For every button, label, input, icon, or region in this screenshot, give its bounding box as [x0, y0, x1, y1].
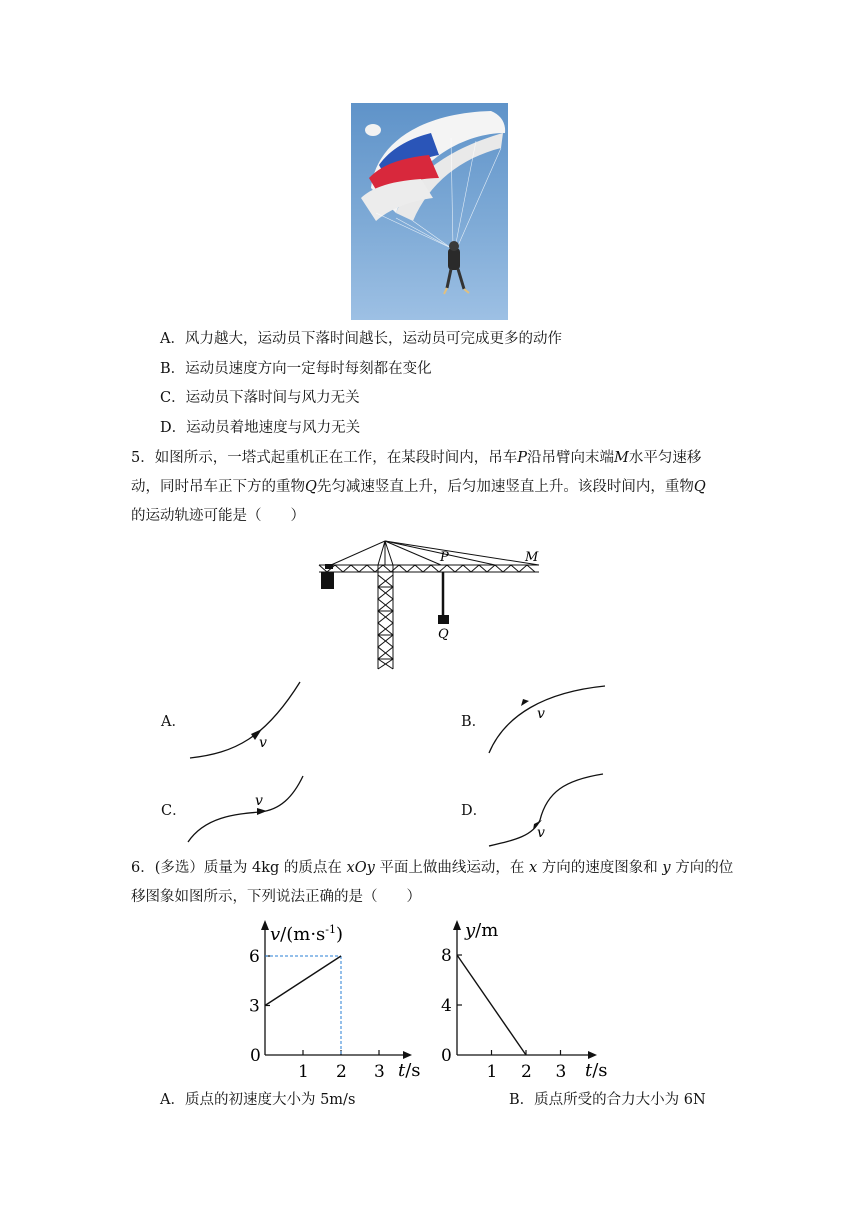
vt-y-tick-label: 3 — [249, 996, 260, 1017]
q5-a-velocity-label: v — [259, 735, 267, 751]
q6-stem-line2: 移图象如图所示，下列说法正确的是（ ） — [131, 889, 421, 905]
yt-x-tick-label: 1 — [486, 1062, 498, 1082]
vt-series-line — [265, 956, 341, 1006]
vt-x-axis-arrow — [403, 1051, 412, 1059]
q5-option-c-curve — [185, 772, 310, 847]
crane-diagram — [315, 535, 545, 673]
yt-origin-label: 0 — [441, 1046, 452, 1066]
q5-option-b-curve — [485, 680, 610, 760]
yt-x-tick-label: 2 — [521, 1062, 532, 1082]
parachute-photo — [351, 103, 508, 320]
crane-label-p: P — [440, 550, 449, 565]
crane-label-m: M — [525, 550, 539, 565]
q4-option-c: C．运动员下落时间与风力无关 — [160, 390, 360, 406]
vt-x-axis-label: t/s — [398, 1060, 421, 1081]
q4-option-d: D．运动员着地速度与风力无关 — [160, 420, 361, 436]
q4-option-a: A．风力越大，运动员下落时间越长，运动员可完成更多的动作 — [160, 331, 562, 347]
q5-stem-line3: 的运动轨迹可能是（ ） — [131, 508, 305, 524]
q4-option-b: B．运动员速度方向一定每时每刻都在变化 — [160, 361, 432, 377]
crane-label-q: Q — [438, 627, 449, 642]
q5-option-d-curve — [485, 770, 610, 850]
yt-y-tick-label: 4 — [441, 996, 452, 1016]
vt-y-axis-label: $v/(m\cdot s^{-1})$ — [270, 923, 344, 945]
q5-option-d-label: D． — [461, 803, 488, 819]
yt-x-axis-arrow — [588, 1051, 597, 1059]
q6-option-b: B．质点所受的合力大小为 6N — [509, 1092, 706, 1108]
vt-x-tick-label: 2 — [336, 1062, 347, 1082]
q6-option-a: A．质点的初速度大小为 5m/s — [160, 1092, 356, 1108]
vt-y-axis-arrow — [261, 920, 269, 930]
q5-option-a-label: A． — [161, 714, 186, 730]
q5-stem-line1: 5．如图所示，一塔式起重机正在工作，在某段时间内，吊车P沿吊臂向末端M水平匀速移 — [131, 450, 702, 466]
q6-stem-line1: 6．(多选）质量为 4kg 的质点在 xOy 平面上做曲线运动，在 x 方向的速度图象和 y 方向的位 — [131, 860, 734, 876]
q5-b-velocity-label: v — [537, 706, 545, 722]
q5-d-velocity-label: v — [537, 825, 545, 841]
vt-origin-label: 0 — [250, 1046, 261, 1066]
yt-y-tick-label: 8 — [441, 946, 452, 966]
velocity-time-chart — [240, 918, 425, 1083]
q5-option-a-curve — [185, 678, 310, 763]
yt-y-axis-arrow — [453, 920, 461, 930]
yt-x-axis-label: t/s — [585, 1060, 608, 1081]
q5-option-b-label: B． — [461, 714, 487, 730]
vt-y-tick-label: 6 — [249, 947, 260, 967]
yt-y-axis-label: y/m — [465, 920, 499, 941]
parachute-illustration — [351, 103, 508, 320]
vt-x-tick-label: 1 — [298, 1062, 309, 1082]
q5-option-c-label: C． — [161, 803, 187, 819]
displacement-time-chart — [425, 918, 610, 1083]
q5-stem-line2: 动，同时吊车正下方的重物Q先匀减速竖直上升，后匀加速竖直上升。该段时间内，重物Q — [131, 479, 706, 495]
yt-x-tick-label: 3 — [555, 1062, 567, 1082]
vt-x-tick-label: 3 — [374, 1062, 385, 1082]
q5-c-velocity-label: v — [255, 793, 263, 809]
yt-series-line — [457, 955, 526, 1055]
